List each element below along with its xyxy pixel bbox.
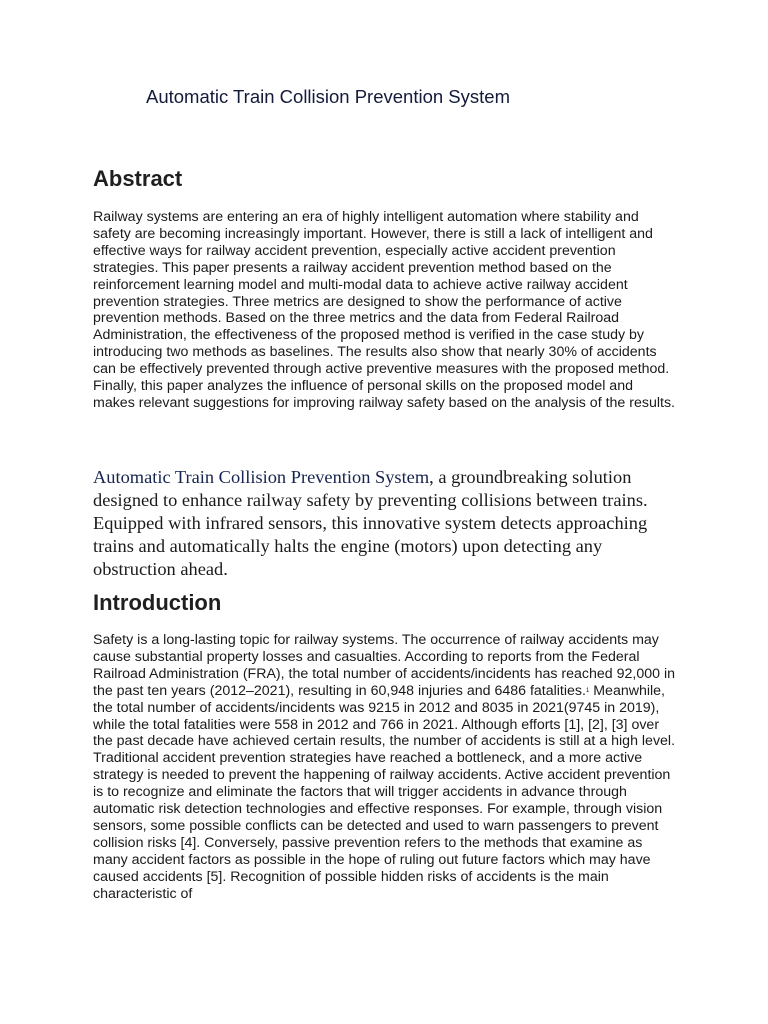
introduction-text-part2: Meanwhile, the total number of accidents/incidents was 9215 in 2012 and 8035 in 2021(9745 in 2019), while the total fatalities were 558 in 2012 and 766 in 2021. Although efforts [1], [2], [3] over the past decade have achieved certain results, the number of accidents is still at a high level. Traditional accident prevention strategies have reached a bottleneck, and a more active strategy is needed to prevent the happening of railway accidents. Active accident prevention is to recognize and eliminate the factors that will trigger accidents in advance through automatic risk detection technologies and effective responses. For example, through vision sensors, some possible conflicts can be detected and used to warn passengers to prevent collision risks [4]. Conversely, passive prevention refers to the methods that examine as many accident factors as possible in the hope of ruling out future factors which may have caused accidents [5]. Recognition of possible hidden risks of accidents is the main characteristic of [93, 682, 676, 902]
summary-rest: , a groundbreaking solution designed to enhance railway safety by preventing collisions between trains. Equipped with infrared sensors, this innovative system detects approaching trains and automatically halts the engine (motors) upon detecting any obstruction ahead. [93, 467, 648, 579]
introduction-paragraph [93, 632, 677, 903]
introduction-text-part1: Safety is a long-lasting topic for railway systems. The occurrence of railway accidents may cause substantial property losses and casualties. According to reports from the Federal Railroad Administration (FRA), the total number of accidents/incidents has reached 92,000 in the past ten years (2012–2021), resulting in 60,948 injuries and 6486 fatalities. [93, 632, 675, 699]
summary-lead-phrase: Automatic Train Collision Prevention System [93, 467, 430, 487]
abstract-paragraph: Railway systems are entering an era of highly intelligent automation where stability and safety are becoming increasingly important. However, there is still a lack of intelligent and effective ways for railway accident prevention, especially active accident prevention strategies. This paper presents a railway accident prevention method based on the reinforcement learning model and multi-modal data to achieve active railway accident prevention strategies. Three metrics are designed to show the performance of active prevention methods. Based on the three metrics and the data from Federal Railroad Administration, the effectiveness of the proposed method is verified in the case study by introducing two methods as baselines. The results also show that nearly 30% of accidents can be effectively prevented through active preventive measures with the proposed method. Finally, this paper analyzes the influence of personal skills on the proposed model and makes relevant suggestions for improving railway safety based on the analysis of the results. [93, 209, 675, 411]
abstract-heading: Abstract [93, 166, 183, 191]
document-title: Automatic Train Collision Prevention System [146, 86, 510, 107]
footnote-marker[interactable]: 1 [585, 687, 590, 694]
summary-paragraph [93, 466, 683, 581]
introduction-heading: Introduction [93, 590, 222, 615]
